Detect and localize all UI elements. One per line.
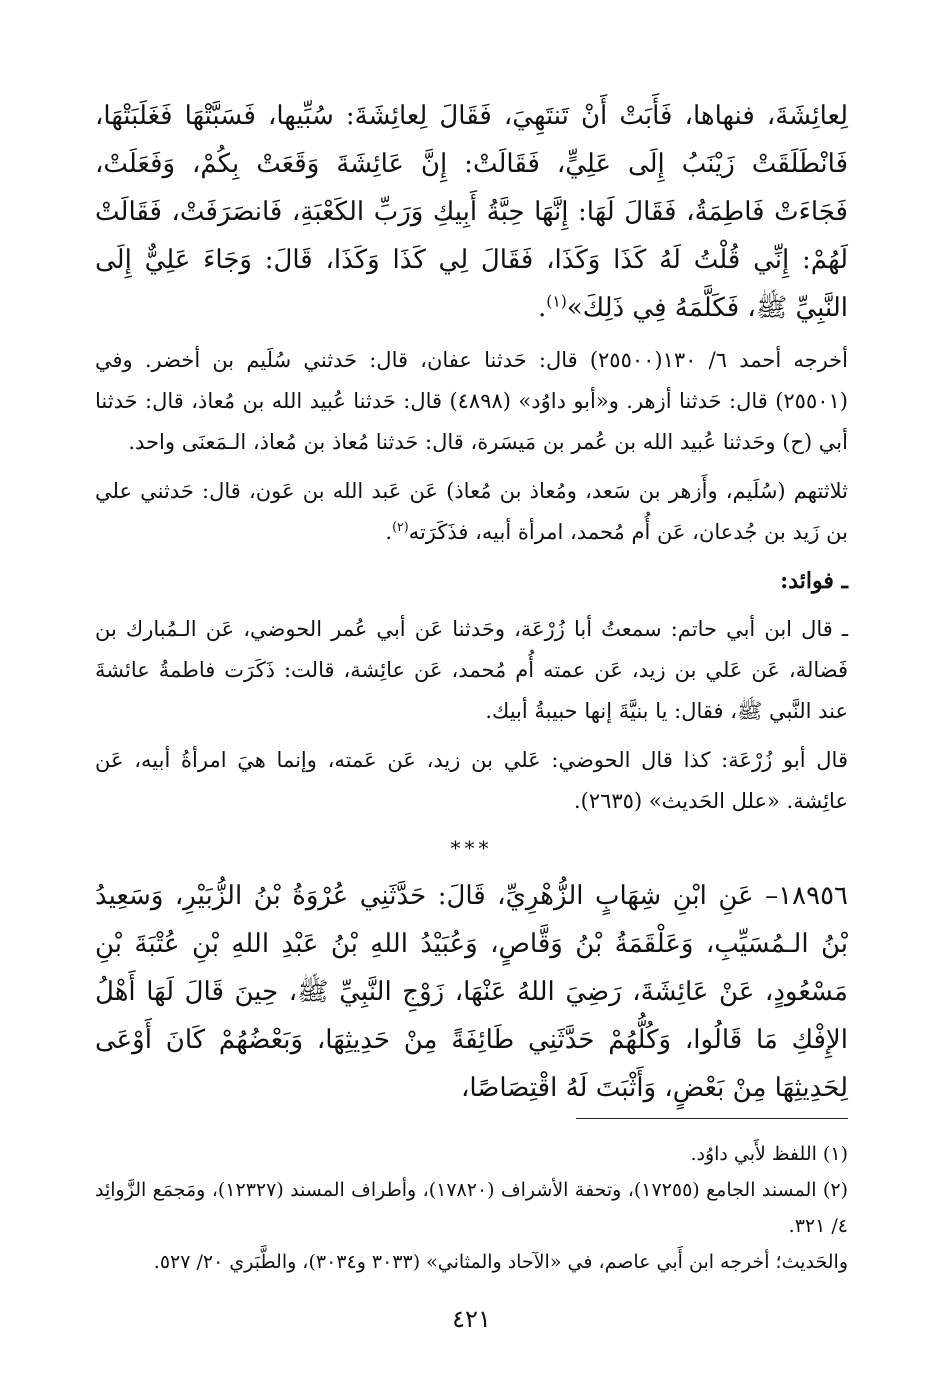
footnote-ref-2[interactable]: (٢): [392, 519, 409, 534]
benefits-heading: ـ فوائد:: [780, 568, 848, 594]
footnote-ref-1[interactable]: (١): [546, 292, 567, 311]
footnote-1: (١) اللفظ لأَبي داوُد.: [690, 1143, 848, 1165]
footnote-2: (٢) المسند الجامع (١٧٢٥٥)، وتحفة الأشراف (١٧٨٢٠)، وأطراف المسند (١٢٣٢٧)، ومَجمَع الزَّوائِد ٤/ ٣٢١.: [95, 1179, 848, 1237]
paragraph-end: .: [538, 293, 547, 323]
footnote-3: والحَديث؛ أخرجه ابن أَبي عاصم، في «الآحاد والمثاني» (٣٠٣٣ و٣٠٣٤)، والطَّبَري ٢٠/ ٥٢٧.: [153, 1251, 848, 1273]
takhrij-paragraph: أخرجه أحمد ٦/ ١٣٠(٢٥٥٠٠) قال: حَدثنا عفان، قال: حَدثني سُلَيم بن أخضر. وفي (٢٥٥٠١) قال: حَدثنا أزهر. و«أبو داوُد» (٤٨٩٨) قال: حَدثنا عُبيد الله بن مُعاذ، قال: حَدثنا أبي (ح) وحَدثنا عُبيد الله بن عُمر بن مَيسَرة، قال: حَدثنا مُعاذ بن مُعاذ، الـمَعنَى واحد.: [95, 348, 848, 454]
footnote-separator-line: [576, 1118, 848, 1119]
paragraph-text: ثلاثتهم (سُلَيم، وأَزهر بن سَعد، ومُعاذ بن مُعاذ) عَن عَبد الله بن عَون، قال: حَدثني علي بن زَيد بن جُدعان، عَن أُم مُحمد، امرأة أبيه، فذَكَرَته: [95, 479, 848, 544]
section-separator-stars: ***: [450, 836, 493, 860]
paragraph-text: لِعائِشَةَ، فنهاها، فَأَبَتْ أَنْ تَنتَهِيَ، فَقَالَ لِعائِشَةَ: سُبِّيها، فَسَبَّتْهَا فَغَلَبَتْهَا، فَانْطَلَقَتْ زَيْنَبُ إِلَى عَلِيٍّ، فَقَالَتْ: إِنَّ عَائِشَةَ وَقَعَتْ بِكُمْ، وَفَعَلَتْ، فَجَاءَتْ فَاطِمَةُ، فَقَالَ لَهَا: إِنَّهَا حِبَّةُ أَبِيكِ وَرَبِّ الكَعْبَةِ، فَانصَرَفَتْ، فَقَالَتْ لَهُمْ: إِنِّي قُلْتُ لَهُ كَذَا وَكَذَا، فَقَالَ لِي كَذَا وَكَذَا، قَالَ: وَجَاءَ عَلِيٌّ إِلَى النَّبِيِّ ﷺ، فَكَلَّمَهُ فِي ذَلِكَ»: [95, 101, 848, 323]
hadith-number: ١٨٩٥٦: [778, 881, 848, 911]
hadith-18956-paragraph: [95, 872, 848, 1112]
chain-paragraph: [95, 471, 848, 553]
ibn-abi-hatim-paragraph: ـ قال ابن أبي حاتم: سمعتُ أبا زُرْعَة، وحَدثنا عَن أبي عُمر الحوضي، عَن الـمُبارك بن فَضالة، عَن عَلي بن زيد، عَن عمته أُم مُحمد، عَن عائِشة، قالت: ذَكَرَت فاطمةُ عائشةَ عند النَّبي ﷺ، فقال: يا بنيَّةَ إنها حبيبةُ أبيك.: [95, 617, 848, 723]
page-number: ٤٢١: [452, 1305, 491, 1333]
hadith-continuation-paragraph: [95, 92, 848, 332]
paragraph-text: – عَنِ ابْنِ شِهَابٍ الزُّهْرِيِّ، قَالَ: حَدَّثَنِي عُرْوَةُ بْنُ الزُّبَيْرِ، وَسَعِيدُ بْنُ الـمُسَيِّبِ، وَعَلْقَمَةُ بْنُ وَقَّاصٍ، وَعُبَيْدُ اللهِ بْنُ عَبْدِ اللهِ بْنِ عُتْبَةَ بْنِ مَسْعُودٍ، عَنْ عَائِشَةَ، رَضِيَ اللهُ عَنْهَا، زَوْجِ النَّبِيِّ ﷺ، حِينَ قَالَ لَهَا أَهْلُ الإِفْكِ مَا قَالُوا، وَكُلُّهُمْ حَدَّثَنِي طَائِفَةً مِنْ حَدِيثِهَا، وَبَعْضُهُمْ كَانَ أَوْعَى لِحَدِيثِهَا مِنْ بَعْضٍ، وَأَثْبَتَ لَهُ اقْتِصَاصًا،: [95, 881, 848, 1103]
page-body: [95, 92, 848, 1112]
footnotes-section: [95, 1136, 848, 1280]
paragraph-end: .: [385, 520, 393, 544]
abu-zura-paragraph: قال أبو زُرْعَة: كذا قال الحوضي: عَلي بن زيد، عَن عَمته، وإنما هيَ امرأةُ أبيه، عَن عائِشة. «علل الحَديث» (٢٦٣٥).: [95, 748, 848, 813]
